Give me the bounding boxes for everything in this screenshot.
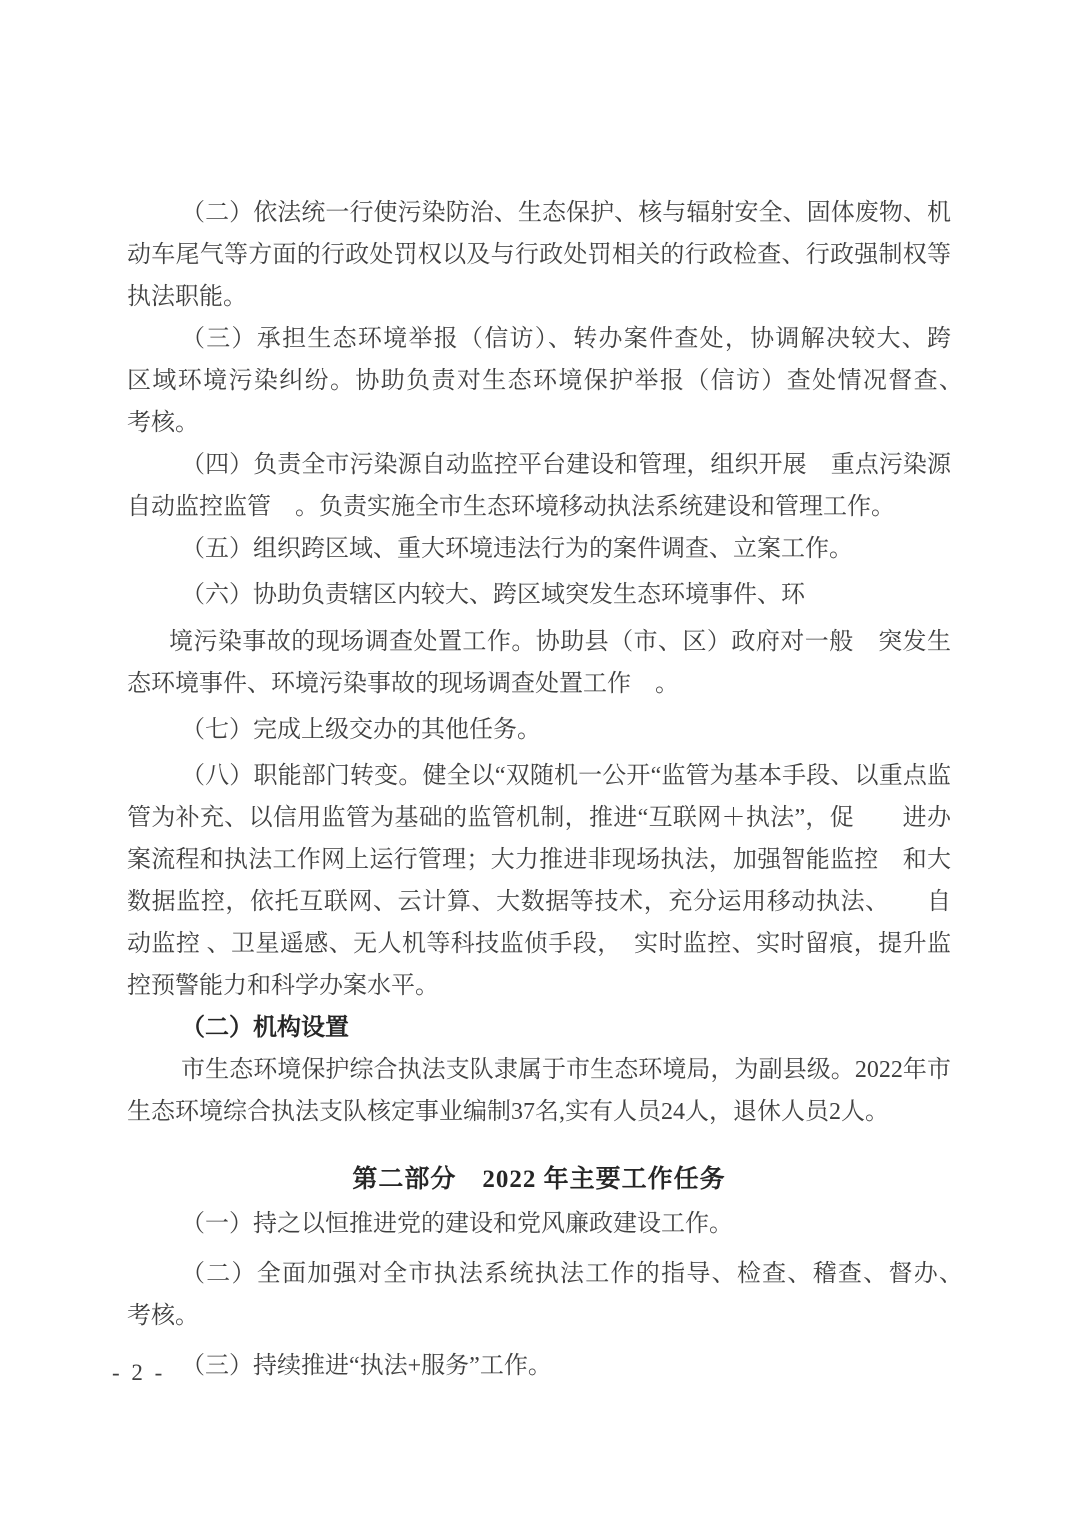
task-item-2: （二）全面加强对全市执法系统执法工作的指导、检查、稽查、督办、 考核。 xyxy=(127,1261,999,1329)
duty-item-6-continuation: 境污染事故的现场调查处置工作。协助县（市、区）政府对一般 突发生态环境事件、环境污染事故的现场调查处置工作 。 xyxy=(127,629,951,697)
duty-item-7: （七）完成上级交办的其他任务。 xyxy=(181,717,541,743)
document-body xyxy=(127,192,999,1387)
task-item-1: （一）持之以恒推进党的建设和党风廉政建设工作。 xyxy=(181,1211,733,1237)
duty-item-6: （六）协助负责辖区内较大、跨区域突发生态环境事件、环 xyxy=(181,582,805,608)
part2-heading: 第二部分 2022 年主要工作任务 xyxy=(352,1166,726,1193)
org-setup-body: 市生态环境保护综合执法支队隶属于市生态环境局，为副县级。2022年市生态环境综合执法支队核定事业编制37名,实有人员24人，退休人员2人。 xyxy=(127,1057,951,1125)
org-setup-heading: （二）机构设置 xyxy=(181,1015,349,1041)
duty-item-5: （五）组织跨区域、重大环境违法行为的案件调查、立案工作。 xyxy=(181,536,853,562)
task-item-3: （三）持续推进“执法+服务”工作。 xyxy=(181,1353,552,1379)
page-number: - 2 - xyxy=(112,1360,166,1385)
duty-item-2: （二）依法统一行使污染防治、生态保护、核与辐射安全、固体废物、机动车尾气等方面的行政处罚权以及与行政处罚相关的行政检查、行政强制权等执法职能。 xyxy=(127,200,951,310)
duty-item-4: （四）负责全市污染源自动监控平台建设和管理，组织开展 重点污染源自动监控监管 。负责实施全市生态环境移动执法系统建设和管理工作。 xyxy=(127,452,951,520)
duty-item-8: （八）职能部门转变。健全以“双随机一公开“监管为基本手段、以重点监管为补充、以信用监管为基础的监管机制，推进“互联网＋执法”，促 进办案流程和执法工作网上运行管理；大力推进非现场执法，加强智能监控 和大数据监控，依托互联网、云计算、大数据等技术，充分运用移动执法、 自动监控 、卫星遥感、无人机等科技监侦手段， 实时监控、实时留痕，提升监控预警能力和科学办案水平。 xyxy=(127,763,951,999)
duty-item-3: （三）承担生态环境举报（信访）、转办案件查处，协调解决较大、跨 区域环境污染纠纷。协助负责对生态环境保护举报（信访）查处情况督查、 考核。 xyxy=(127,326,999,436)
